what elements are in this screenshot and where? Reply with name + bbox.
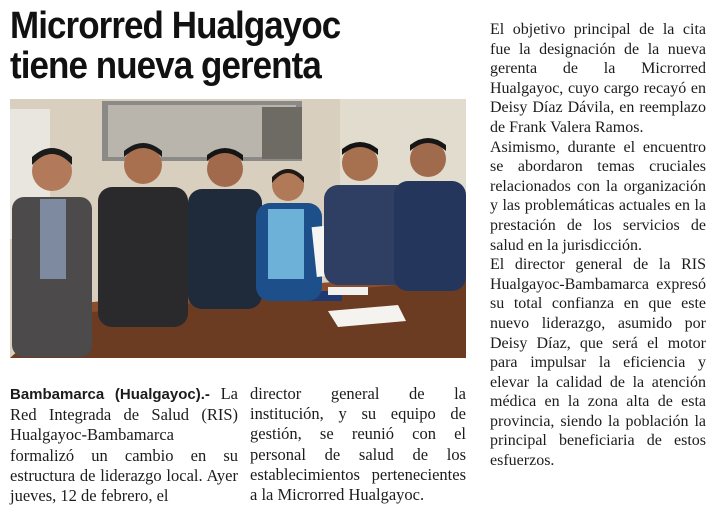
article-dateline: Bambamarca (Hualgayoc).- [10,386,221,403]
article-col3-paragraph-3: El director general de la RIS Hualgayoc-Bambamarca expresó su total confianza en que este nuevo liderazgo, asumido por Deisy Díaz, que será el motor para impulsar la eficiencia y elevar la calidad de la atención médica en la zona alta de esta provincia, siendo la población la principal beneficiaria de estos esfuerzos. [490,256,706,470]
headline [10,6,442,86]
group-photo-illustration [10,99,466,358]
article-column-3 [490,20,706,471]
headline-line-2: tiene nueva gerenta [10,45,321,87]
article-col3-paragraph-1: El objetivo principal de la cita fue la designación de la nueva gerenta de la Microrred Hualgayoc, cuyo cargo recayó en Deisy Díaz Dávila, en reemplazo de Frank Valera Ramos. [490,21,706,136]
group-photo [10,99,466,358]
article-col2-text: director general de la institución, y su equipo de gestión, se reunió con el personal de salud de los establecimientos pertenecientes a la Microrred Hualgayoc. [250,384,466,505]
article-column-2 [250,384,466,505]
article-col1-text: La Red Integrada de Salud (RIS) Hualgayoc-Bambamarca formalizó un cambio en su estructura de liderazgo local. Ayer jueves, 12 de febrero, el [10,384,238,506]
headline-line-1: Microrred Hualgayoc [10,5,341,47]
article-column-1 [10,384,238,506]
article-col3-paragraph-2: Asimismo, durante el encuentro se abordaron temas cruciales relacionados con la organización y las problemáticas actuales en la prestación de los servicios de salud en la jurisdicción. [490,138,706,254]
